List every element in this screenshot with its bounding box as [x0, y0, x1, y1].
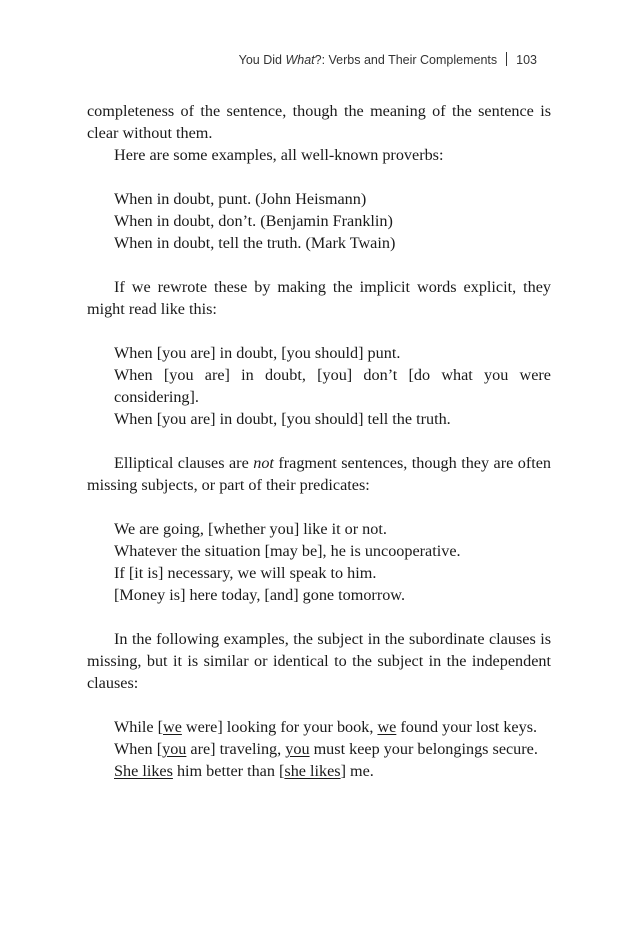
- subject-example: When [you are] traveling, you must keep your belongings secure.: [114, 740, 538, 758]
- page-body: [87, 100, 551, 782]
- proverb-example: When in doubt, tell the truth. (Mark Twain): [114, 234, 396, 252]
- paragraph-elliptical: Elliptical clauses are not fragment sentences, though they are often missing subjects, or part of their predicates:: [87, 454, 551, 494]
- explicit-example: When [you are] in doubt, [you should] tell the truth.: [114, 410, 451, 428]
- elliptical-example: Whatever the situation [may be], he is uncooperative.: [114, 542, 461, 560]
- paragraph-subordinate: In the following examples, the subject in the subordinate clauses is missing, but it is similar or identical to the subject in the independent clauses:: [87, 630, 551, 692]
- underlined-subject: we: [377, 718, 397, 736]
- header-title: You Did What?: Verbs and Their Complements: [238, 53, 498, 67]
- paragraph-rewrite-intro: If we rewrote these by making the implicit words explicit, they might read like this:: [87, 278, 551, 318]
- elliptical-example: We are going, [whether you] like it or not.: [114, 520, 387, 538]
- proverb-example: When in doubt, don’t. (Benjamin Franklin): [114, 212, 393, 230]
- emphasis-not: not: [253, 454, 274, 472]
- underlined-subject: you: [162, 740, 187, 758]
- underlined-subject: she likes: [284, 762, 341, 780]
- running-header: [239, 52, 537, 67]
- explicit-example: When [you are] in doubt, [you should] punt.: [114, 344, 401, 362]
- underlined-subject: we: [163, 718, 182, 736]
- elliptical-example: [Money is] here today, [and] gone tomorrow.: [114, 586, 405, 604]
- underlined-subject: you: [285, 740, 310, 758]
- explicit-example: When [you are] in doubt, [you] don’t [do what you were considering].: [114, 366, 551, 406]
- elliptical-example: If [it is] necessary, we will speak to him.: [114, 564, 377, 582]
- paragraph-proverbs-intro: Here are some examples, all well-known proverbs:: [114, 146, 444, 164]
- page-number: 103: [516, 53, 537, 67]
- proverb-example: When in doubt, punt. (John Heismann): [114, 190, 367, 208]
- subject-example: While [we were] looking for your book, we found your lost keys.: [114, 718, 538, 736]
- subject-example: She likes him better than [she likes] me.: [114, 762, 374, 780]
- header-title-italic: What: [285, 53, 315, 67]
- paragraph-continuation: completeness of the sentence, though the meaning of the sentence is clear without them.: [87, 102, 551, 142]
- header-divider: [506, 52, 507, 66]
- underlined-subject: She likes: [114, 762, 173, 780]
